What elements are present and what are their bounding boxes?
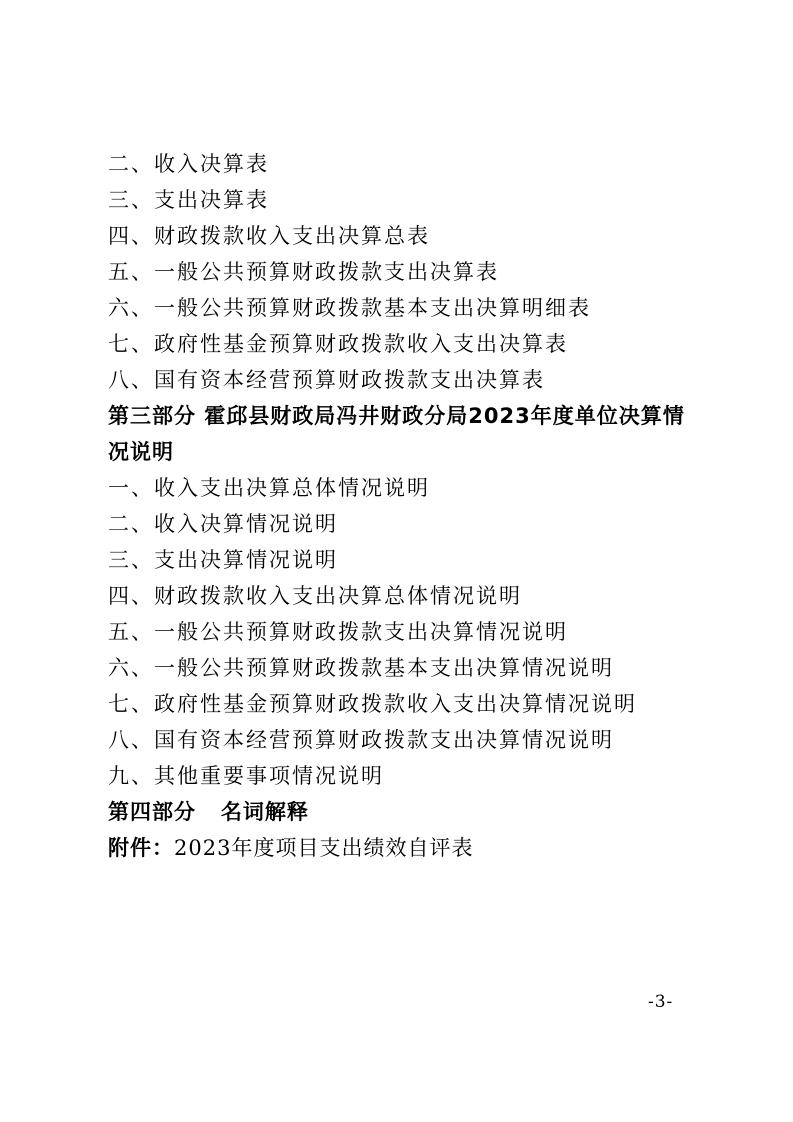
toc-item: 六、一般公共预算财政拨款基本支出决算情况说明 [108, 656, 614, 680]
toc-item: 二、收入决算情况说明 [108, 512, 338, 536]
toc-item: 七、政府性基金预算财政拨款收入支出决算表 [108, 332, 568, 356]
toc-item: 六、一般公共预算财政拨款基本支出决算明细表 [108, 296, 591, 320]
toc-item: 三、支出决算表 [108, 188, 269, 212]
toc-item: 四、财政拨款收入支出决算总体情况说明 [108, 584, 522, 608]
part3-heading: 第三部分 霍邱县财政局冯井财政分局2023年度单位决算情况说明 [108, 404, 685, 464]
table-of-contents [108, 146, 708, 866]
appendix-text: 2023年度项目支出绩效自评表 [174, 836, 474, 860]
toc-item: 八、国有资本经营预算财政拨款支出决算情况说明 [108, 728, 614, 752]
part4-heading: 第四部分 名词解释 [108, 800, 309, 824]
toc-item: 八、国有资本经营预算财政拨款支出决算表 [108, 368, 545, 392]
appendix-label: 附件： [108, 836, 174, 860]
toc-item: 四、财政拨款收入支出决算总表 [108, 224, 430, 248]
toc-item: 一、收入支出决算总体情况说明 [108, 476, 430, 500]
appendix-line [108, 830, 708, 866]
toc-item: 二、收入决算表 [108, 152, 269, 176]
toc-item: 五、一般公共预算财政拨款支出决算情况说明 [108, 620, 568, 644]
toc-item: 三、支出决算情况说明 [108, 548, 338, 572]
toc-item: 五、一般公共预算财政拨款支出决算表 [108, 260, 499, 284]
toc-item: 九、其他重要事项情况说明 [108, 764, 384, 788]
page-number: -3- [648, 992, 674, 1012]
toc-item: 七、政府性基金预算财政拨款收入支出决算情况说明 [108, 692, 637, 716]
